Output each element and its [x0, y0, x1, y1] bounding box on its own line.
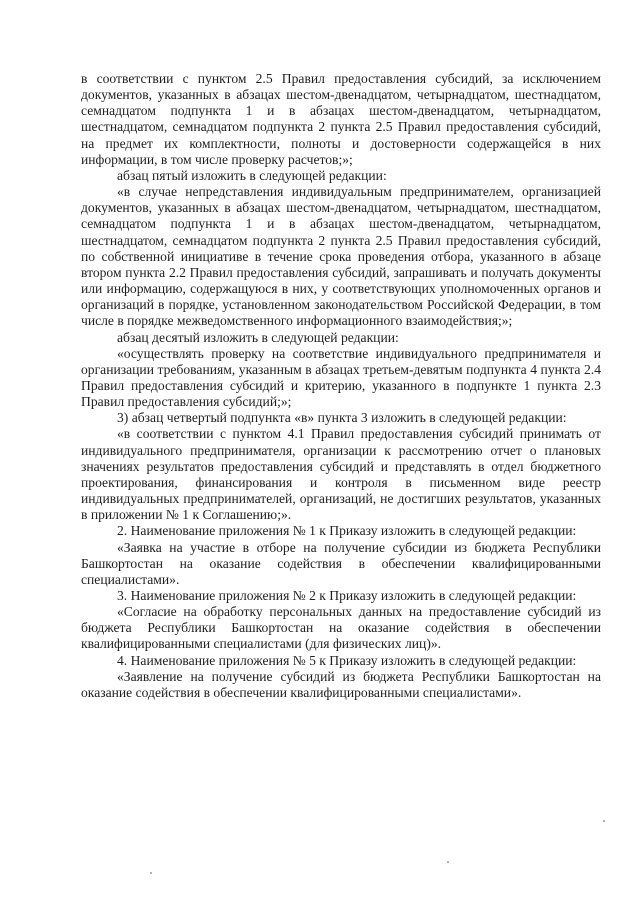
paragraph-quote: «в соответствии с пунктом 4.1 Правил предоставления субсидий принимать от индивидуального предпринимателя, организации к рассмотрению отчет о плановых значениях результатов предоставления субсидий и представлять в отдел бюджетного проектирования, финансирования и контроля в письменном виде реестр индивидуальных предпринимателей, организаций, не достигших результатов, указанных в приложении № 1 к Соглашению;».: [81, 426, 601, 523]
scan-speck: [447, 861, 449, 863]
paragraph-amendment-intro: абзац десятый изложить в следующей редакции:: [117, 329, 399, 345]
paragraph-quote: «Заявление на получение субсидий из бюджета Республики Башкортостан на оказание содействия в обеспечении квалифицированными специалистами».: [81, 668, 601, 700]
paragraph-amendment-intro: абзац пятый изложить в следующей редакции:: [117, 167, 387, 183]
paragraph-numbered-item: 2. Наименование приложения № 1 к Приказу изложить в следующей редакции:: [117, 523, 577, 539]
paragraph-quote: «осуществлять проверку на соответствие индивидуального предпринимателя и организации требованиям, указанным в абзацах третьем-девятым подпункта 4 пункта 2.4 Правил предоставления субсидий и критерию, указанного в подпункте 1 пункта 2.3 Правил предоставления субсидий;»;: [81, 345, 601, 410]
scan-speck: [603, 820, 605, 822]
paragraph-numbered-item: 3) абзац четвертый подпункта «в» пункта 3 изложить в следующей редакции:: [117, 410, 567, 426]
paragraph-quote: «Согласие на обработку персональных данных на предоставление субсидий из бюджета Республики Башкортостан на оказание содействия в обеспечении квалифицированными специалистами (для физических лиц)».: [81, 604, 601, 652]
paragraph-quote: «Заявка на участие в отборе на получение субсидии из бюджета Республики Башкортостан на оказание содействия в обеспечении квалифицированными специалистами».: [81, 539, 601, 587]
paragraph-numbered-item: 4. Наименование приложения № 5 к Приказу изложить в следующей редакции:: [117, 652, 577, 668]
paragraph-numbered-item: 3. Наименование приложения № 2 к Приказу изложить в следующей редакции:: [117, 588, 577, 603]
paragraph-continuation: в соответствии с пунктом 2.5 Правил предоставления субсидий, за исключением документов, указанных в абзацах шестом-двенадцатом, четырнадцатом, шестнадцатом, семнадцатом подпункта 1 и в абзацах шестом-двенадцатом, четырнадцатом, шестнадцатом, семнадцатом подпункта 2 пункта 2.5 Правил предоставления субсидий, на предмет их комплектности, полноты и достоверности содержащейся в них информации, в том числе проверку расчетов;»;: [81, 71, 601, 167]
scan-speck: [150, 872, 152, 874]
document-body: [81, 71, 601, 701]
paragraph-quote: «в случае непредставления индивидуальным предпринимателем, организацией документов, указанных в абзацах шестом-двенадцатом, четырнадцатом, шестнадцатом, семнадцатом подпункта 1 и в абзацах шестом-двенадцатом, четырнадцатом, шестнадцатом, семнадцатом подпункта 2 пункта 2.5 Правил предоставления субсидий, по собственной инициативе в течение срока проведения отбора, указанного в абзаце втором пункта 2.2 Правил предоставления субсидий, запрашивать и получать документы или информацию, содержащуюся в них, у соответствующих уполномоченных органов и организаций в порядке, установленном законодательством Российской Федерации, в том числе в порядке межведомственного информационного взаимодействия;»;: [81, 184, 601, 329]
